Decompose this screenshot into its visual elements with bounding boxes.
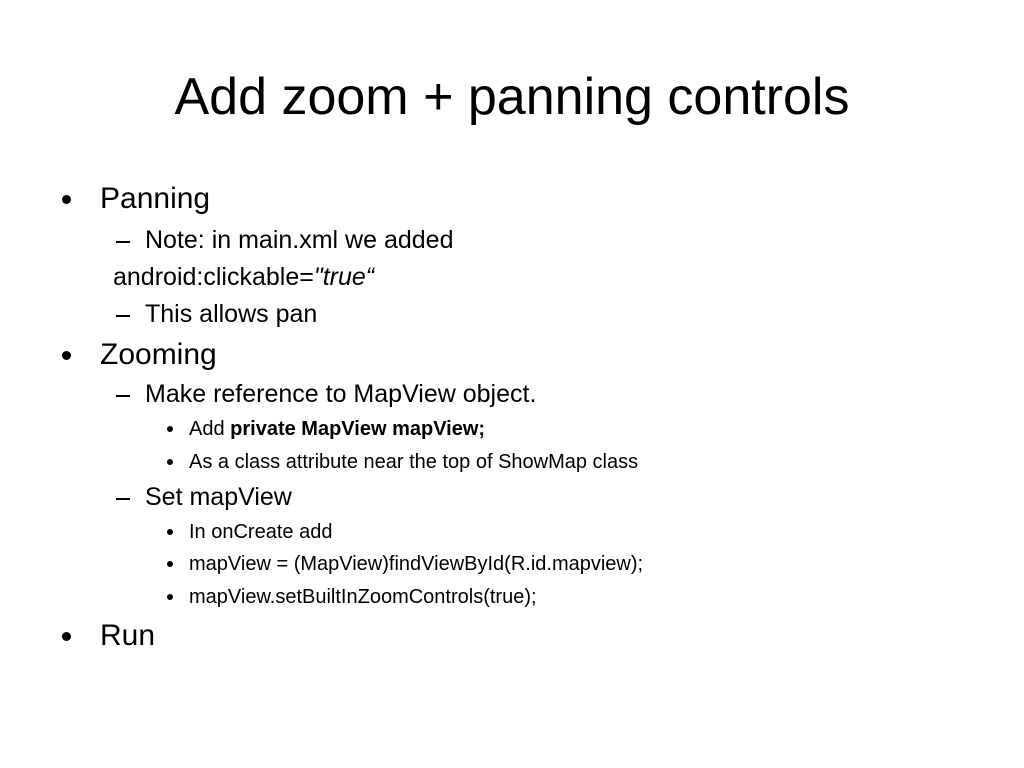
sub-make-reference: Make reference to MapView object. (145, 380, 537, 408)
bullet-panning: Panning (100, 182, 211, 215)
bullet-icon (167, 459, 173, 465)
subsub-class-attribute: As a class attribute near the top of ShowMap class (189, 451, 639, 473)
add-prefix: Add (189, 418, 231, 440)
sub-allows-pan: This allows pan (145, 300, 318, 328)
sub-note-continuation (113, 261, 374, 293)
dash-icon (116, 498, 130, 500)
bullet-icon (167, 529, 173, 535)
dash-icon (116, 241, 130, 243)
subsub-findviewbyid: mapView = (MapView)findViewById(R.id.mapview); (189, 553, 644, 575)
dash-icon (116, 315, 130, 317)
bullet-run: Run (100, 619, 156, 652)
code-private-mapview: private MapView mapView; (230, 418, 486, 440)
clickable-attribute: android:clickable= (113, 263, 314, 291)
bullet-zooming: Zooming (100, 338, 217, 371)
bullet-icon (167, 561, 173, 567)
bullet-icon (167, 594, 173, 600)
sub-note-main-xml: Note: in main.xml we added (145, 226, 454, 254)
bullet-icon (62, 632, 71, 641)
bullet-icon (62, 195, 71, 204)
bullet-icon (62, 351, 71, 360)
sub-set-mapview: Set mapView (145, 483, 292, 511)
subsub-zoom-controls: mapView.setBuiltInZoomControls(true); (189, 586, 537, 608)
subsub-add-private (189, 416, 485, 442)
subsub-oncreate: In onCreate add (189, 521, 333, 543)
dash-icon (116, 395, 130, 397)
bullet-icon (167, 426, 173, 432)
slide-title: Add zoom + panning controls (174, 68, 850, 126)
clickable-value: "true“ (313, 263, 375, 291)
